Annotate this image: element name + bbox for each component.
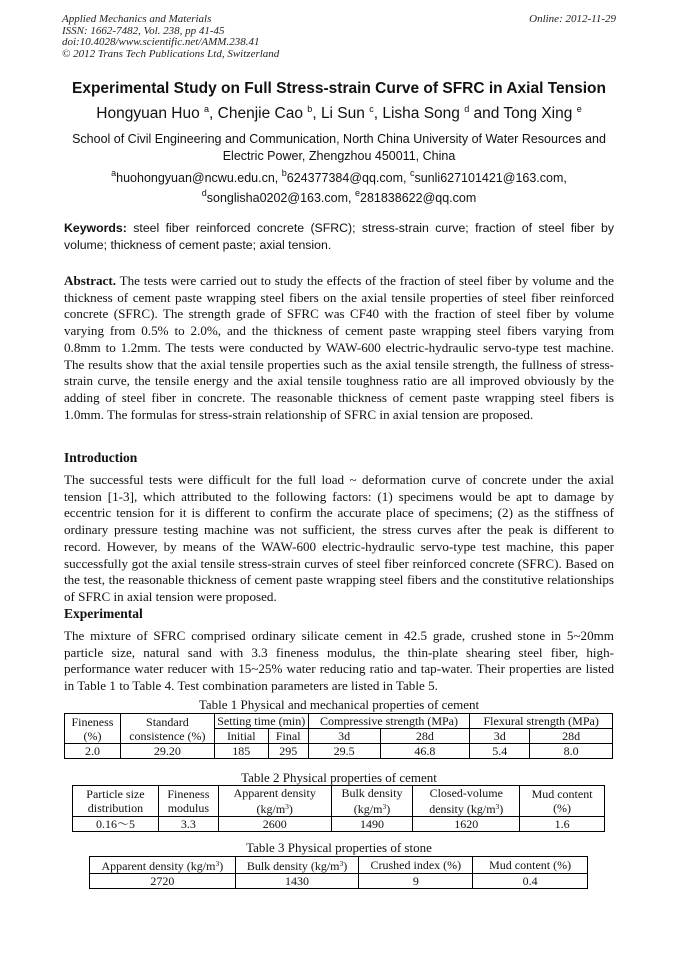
- paper-title: Experimental Study on Full Stress-strain Curve of SFRC in Axial Tension: [72, 80, 606, 97]
- table2-caption: Table 2 Physical properties of cement: [241, 770, 437, 785]
- table3-cell: 1430: [235, 874, 359, 889]
- email-link[interactable]: sunli627101421@163.com,: [414, 171, 567, 185]
- table1-cell: 46.8: [380, 744, 470, 759]
- email-line-1: [30, 168, 648, 185]
- author-mark: c: [369, 104, 374, 114]
- copyright-line: © 2012 Trans Tech Publications Ltd, Switzerland: [62, 47, 280, 60]
- table3-header-cell: Apparent density $(kg/m^3)$: [90, 857, 236, 874]
- author-name: Chenjie Cao: [217, 105, 303, 122]
- issn-line: ISSN: 1662-7482, Vol. 238, pp 41-45: [62, 24, 225, 37]
- table1-cell: 5.4: [470, 744, 530, 759]
- keywords-block: [64, 220, 614, 254]
- introduction-heading: Introduction: [64, 450, 138, 465]
- table-row: [73, 817, 605, 832]
- table2-cell: 2600: [218, 817, 331, 832]
- email-mark: e: [354, 188, 360, 198]
- author-mark: b: [307, 104, 313, 114]
- table1-subheader-cell: Initial: [214, 729, 268, 744]
- table3-cell: 0.4: [473, 874, 588, 889]
- email-mark: c: [409, 168, 415, 178]
- journal-header: [62, 14, 616, 60]
- table2-cell: 0.16～5: [73, 817, 159, 832]
- table1-header-cell: Standard consistence (%): [120, 714, 214, 744]
- experimental-text: The mixture of SFRC comprised ordinary silicate cement in 42.5 grade, crushed stone in 5~20mm particle size, natural sand with 3.3 fineness modulus, the thin-plate shearing steel fiber, high-performance water reducer with 15~25% water reducing ratio and tap-water. Their properties are listed in Table 1 to Table 4. Test combination parameters are listed in Table 5.: [64, 628, 614, 694]
- abstract-text: The tests were carried out to study the effects of the fraction of steel fiber by volume and the thickness of cement paste wrapping steel fibers on the axial tensile properties of steel fiber reinforced concrete (SFRC). The strength grade of SFRC was CF40 with the fraction of steel fiber by volume varying from 0.5% to 2.0%, and the thickness of cement paste wrapping steel fibers varying from 0.8mm to 1.2mm. The tests were conducted by WAW-600 electric-hydraulic servo-type test machine. The results show that the axial tensile properties such as the axial tensile strength, the fullness of stress-strain curve, the tensile energy and the axial tensile toughness ratio are all improved obviously by the adding of steel fiber in concrete. The reasonable thickness of cement paste wrapping steel fibers is 1.0mm. The formulas for stress-strain relationship of SFRC in axial tension are proposed.: [64, 273, 614, 422]
- table1-cell: 8.0: [530, 744, 613, 759]
- table2-cell: 1.6: [520, 817, 605, 832]
- abstract-label: Abstract.: [64, 273, 116, 288]
- table-row: [90, 874, 588, 889]
- table1-header-cell: Fineness (%): [65, 714, 121, 744]
- table2-cell: 1490: [331, 817, 413, 832]
- keywords-text: steel fiber reinforced concrete (SFRC); stress-strain curve; fraction of steel fiber by volume; thickness of cement paste; axial tension.: [64, 221, 614, 252]
- table3-header-cell: Crushed index (%): [359, 857, 473, 874]
- table2-header-cell: Bulk density $(kg/m^3)$: [331, 786, 413, 817]
- table3-cell: 2720: [90, 874, 236, 889]
- table2-header-cell: Fineness modulus: [158, 786, 218, 817]
- email-mark: b: [281, 168, 287, 178]
- email-mark: d: [201, 188, 207, 198]
- email-link[interactable]: songlisha0202@163.com,: [206, 191, 352, 205]
- table3-cell: 9: [359, 874, 473, 889]
- author-list: Hongyuan Huo $^a$, Chenjie Cao $^b$, Li Sun $^c$, Lisha Song $^d$ and Tong Xing $^e$: [96, 104, 582, 122]
- table1-cell: 2.0: [65, 744, 121, 759]
- table3: [89, 856, 588, 889]
- table2-cell: 1620: [413, 817, 520, 832]
- table1-subheader-cell: 28d: [380, 729, 470, 744]
- table2-header-cell: Particle size distribution: [73, 786, 159, 817]
- email-link[interactable]: huohongyuan@ncwu.edu.cn,: [116, 171, 279, 185]
- doi-line: doi:10.4028/www.scientific.net/AMM.238.41: [62, 36, 260, 48]
- table3-caption: Table 3 Physical properties of stone: [246, 840, 432, 855]
- experimental-heading: Experimental: [64, 606, 143, 621]
- table3-header-cell: Bulk density $(kg/m^3)$: [235, 857, 359, 874]
- introduction-text: The successful tests were difficult for the full load ~ deformation curve of concrete under the axial tension [1-3], which attributed to the following factors: (1) specimens would be apt to damage by eccentric tension for it is different to confirm the accurate place of specimens; (2) as the stiffness of ordinary pressure testing machine was not sufficient, the stress curves after the peak is different to record. However, by means of the WAW-600 electric-hydraulic servo-type test machine, this paper successfully got the axial tensile stress-strain curves of steel fiber reinforced concrete (SFRC). Based on the test, the reasonable thickness of cement paste wrapping steel fibers and the constitutive relationships of SFRC in axial tension were proposed.: [64, 472, 614, 604]
- author-name: Lisha Song: [382, 105, 460, 122]
- table2-cell: 3.3: [158, 817, 218, 832]
- email-link[interactable]: 281838622@qq.com: [360, 191, 477, 205]
- table1-header-cell: Flexural strength (MPa): [470, 714, 613, 729]
- table2-header-cell: Apparent density $(kg/m^3)$: [218, 786, 331, 817]
- table1-subheader-cell: 3d: [308, 729, 380, 744]
- author-name: Hongyuan Huo: [96, 105, 200, 122]
- author-mark: d: [464, 104, 470, 114]
- table2: [72, 785, 605, 832]
- journal-name: Applied Mechanics and Materials: [62, 13, 212, 25]
- table1-header-cell: Compressive strength (MPa): [308, 714, 470, 729]
- affiliation: School of Civil Engineering and Communication, North China University of Water Resources and Electric Power, Zhengzhou 450011, China: [72, 132, 606, 163]
- online-date: Online: 2012-11-29: [529, 13, 616, 25]
- table1-subheader-cell: 3d: [470, 729, 530, 744]
- table3-header-cell: Mud content (%): [473, 857, 588, 874]
- email-mark: a: [111, 168, 117, 178]
- table1-cell: 295: [268, 744, 308, 759]
- abstract-block: [64, 273, 614, 423]
- table1-cell: 185: [214, 744, 268, 759]
- table1-header-cell: Setting time (min): [214, 714, 308, 729]
- table1-caption: Table 1 Physical and mechanical properties of cement: [198, 697, 480, 712]
- author-mark: e: [576, 104, 582, 114]
- table1-subheader-cell: Final: [268, 729, 308, 744]
- author-name: Li Sun: [320, 105, 365, 122]
- table1-cell: 29.20: [120, 744, 214, 759]
- table1: [64, 713, 613, 759]
- table2-header-cell: Closed-volume density $(kg/m^3)$: [413, 786, 520, 817]
- email-link[interactable]: 624377384@qq.com,: [286, 171, 407, 185]
- table-row: [65, 744, 613, 759]
- keywords-label: Keywords:: [64, 221, 127, 235]
- table1-cell: 29.5: [308, 744, 380, 759]
- author-mark: a: [204, 104, 210, 114]
- table2-header-cell: Mud content (%): [520, 786, 605, 817]
- email-line-2: [30, 188, 648, 205]
- table1-subheader-cell: 28d: [530, 729, 613, 744]
- author-name: Tong Xing: [503, 105, 573, 122]
